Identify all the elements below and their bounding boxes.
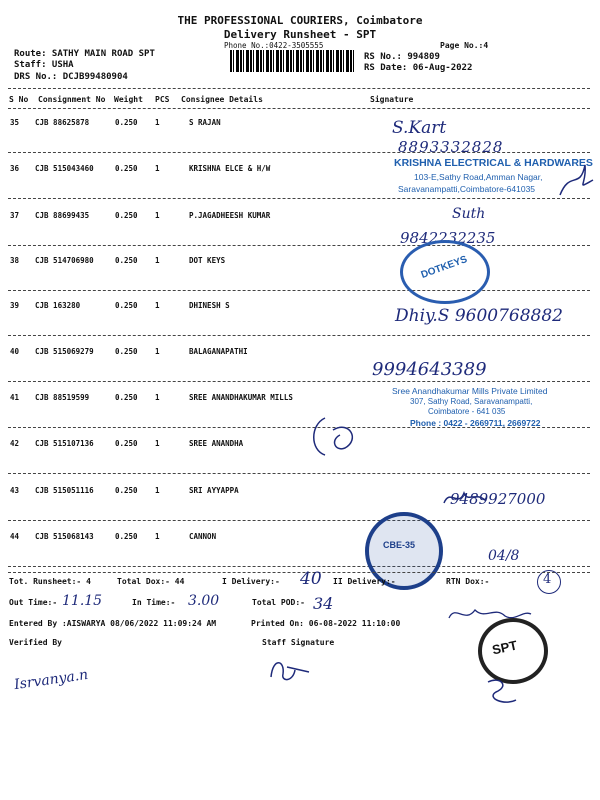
stamp-dotkeys: DOTKEYS bbox=[419, 254, 469, 281]
row-divider bbox=[8, 381, 590, 382]
row-consignee: SREE ANANDHA bbox=[189, 439, 244, 448]
row-sno: 35 bbox=[10, 118, 20, 127]
row-divider bbox=[8, 245, 590, 246]
page-number: Page No.:4 bbox=[440, 41, 489, 50]
signature-scribble bbox=[305, 410, 365, 465]
row-weight: 0.250 bbox=[115, 256, 138, 265]
col-signature: Signature bbox=[370, 95, 414, 104]
divider bbox=[8, 88, 590, 89]
rs-number: RS No.: 994809 bbox=[364, 52, 440, 62]
row-consignee: BALAGANAPATHI bbox=[189, 347, 248, 356]
row-consignee: P.JAGADHEESH KUMAR bbox=[189, 211, 271, 220]
row-sno: 44 bbox=[10, 532, 20, 541]
row-consignment: CJB 163280 bbox=[35, 301, 81, 310]
barcode bbox=[230, 50, 356, 72]
row-pcs: 1 bbox=[155, 439, 160, 448]
row-pcs: 1 bbox=[155, 211, 160, 220]
stamp-sree-addr2: Coimbatore - 641 035 bbox=[428, 407, 506, 416]
row-consignee: SRI AYYAPPA bbox=[189, 486, 239, 495]
circled-number-text: 4 bbox=[543, 572, 552, 587]
row-consignee: DHINESH S bbox=[189, 301, 230, 310]
row-divider bbox=[8, 290, 590, 291]
verified-by: Verified By bbox=[9, 638, 62, 647]
row-weight: 0.250 bbox=[115, 301, 138, 310]
row-sno: 41 bbox=[10, 393, 20, 402]
tot-runsheet: Tot. Runsheet:- 4 bbox=[9, 577, 91, 586]
stamp-sree-addr1: 307, Sathy Road, Saravanampatti, bbox=[410, 397, 533, 406]
row-consignee: SREE ANANDHAKUMAR MILLS bbox=[189, 393, 293, 402]
rtn-dox: RTN Dox:- bbox=[446, 577, 490, 586]
row-sno: 36 bbox=[10, 164, 20, 173]
ii-delivery: II Delivery:- bbox=[333, 577, 396, 586]
rs-date: RS Date: 06-Aug-2022 bbox=[364, 63, 473, 73]
row-pcs: 1 bbox=[155, 164, 160, 173]
col-consignee: Consignee Details bbox=[181, 95, 263, 104]
row-consignee: S RAJAN bbox=[189, 118, 221, 127]
row-consignment: CJB 88699435 bbox=[35, 211, 90, 220]
row-sno: 38 bbox=[10, 256, 20, 265]
row-consignment: CJB 515043460 bbox=[35, 164, 94, 173]
phone-number: Phone No.:0422-3505555 bbox=[224, 41, 324, 50]
row-consignment: CJB 88625878 bbox=[35, 118, 90, 127]
handwritten-phone: 9994643389 bbox=[372, 359, 487, 380]
row-divider bbox=[8, 473, 590, 474]
row-weight: 0.250 bbox=[115, 211, 138, 220]
company-title: THE PROFESSIONAL COURIERS, Coimbatore bbox=[177, 14, 423, 27]
handwritten-name: S.Kart bbox=[392, 118, 447, 138]
row-consignment: CJB 515069279 bbox=[35, 347, 94, 356]
row-pcs: 1 bbox=[155, 301, 160, 310]
row-consignee: DOT KEYS bbox=[189, 256, 226, 265]
row-divider bbox=[8, 198, 590, 199]
row-consignment: CJB 514706980 bbox=[35, 256, 94, 265]
handwritten-in-time: 3.00 bbox=[188, 593, 220, 609]
stamp-krishna-addr2: Saravanampatti,Coimbatore-641035 bbox=[398, 184, 536, 194]
signature-scribble bbox=[480, 672, 525, 712]
row-weight: 0.250 bbox=[115, 347, 138, 356]
signature-scribble bbox=[555, 160, 595, 200]
row-consignment: CJB 515107136 bbox=[35, 439, 94, 448]
stamp-spt: SPT bbox=[490, 637, 519, 658]
stamp-sree-name: Sree Anandhakumar Mills Private Limited bbox=[392, 386, 548, 396]
row-weight: 0.250 bbox=[115, 164, 138, 173]
row-pcs: 1 bbox=[155, 118, 160, 127]
verified-signature: Isrvanya.n bbox=[13, 666, 90, 694]
row-divider bbox=[8, 566, 590, 567]
handwritten-phone: 9489927000 bbox=[450, 490, 546, 508]
row-pcs: 1 bbox=[155, 486, 160, 495]
total-pod: Total POD:- bbox=[252, 598, 305, 607]
handwritten-out-time: 11.15 bbox=[62, 593, 103, 609]
staff: Staff: USHA bbox=[14, 60, 74, 70]
handwritten-phone: 9842232235 bbox=[400, 229, 496, 247]
row-sno: 42 bbox=[10, 439, 20, 448]
signature-scribble bbox=[440, 483, 490, 511]
row-weight: 0.250 bbox=[115, 393, 138, 402]
handwritten-note: 04/8 bbox=[488, 548, 520, 564]
row-weight: 0.250 bbox=[115, 439, 138, 448]
total-dox: Total Dox:- 44 bbox=[117, 577, 185, 586]
row-weight: 0.250 bbox=[115, 486, 138, 495]
row-pcs: 1 bbox=[155, 347, 160, 356]
col-pcs: PCS bbox=[155, 95, 170, 104]
handwritten-phone: Dhiy.S 9600768882 bbox=[395, 306, 563, 326]
in-time: In Time:- bbox=[132, 598, 176, 607]
stamp-sree-phone: Phone : 0422 - 2669711, 2669722 bbox=[410, 418, 541, 428]
row-weight: 0.250 bbox=[115, 532, 138, 541]
divider bbox=[8, 572, 590, 573]
col-sno: S No bbox=[9, 95, 29, 104]
row-consignment: CJB 515051116 bbox=[35, 486, 94, 495]
out-time: Out Time:- bbox=[9, 598, 58, 607]
printed-on: Printed On: 06-08-2022 11:10:00 bbox=[251, 619, 401, 628]
row-pcs: 1 bbox=[155, 532, 160, 541]
drs-number: DRS No.: DCJB99480904 bbox=[14, 72, 128, 82]
row-divider bbox=[8, 520, 590, 521]
handwritten-phone: 8893332828 bbox=[398, 138, 504, 156]
row-consignment: CJB 515068143 bbox=[35, 532, 94, 541]
row-consignee: CANNON bbox=[189, 532, 217, 541]
row-consignee: KRISHNA ELCE & H/W bbox=[189, 164, 271, 173]
row-weight: 0.250 bbox=[115, 118, 138, 127]
row-sno: 37 bbox=[10, 211, 20, 220]
stamp-krishna-addr1: 103-E,Sathy Road,Amman Nagar, bbox=[414, 172, 543, 182]
row-pcs: 1 bbox=[155, 393, 160, 402]
divider bbox=[8, 108, 590, 109]
row-consignment: CJB 88519599 bbox=[35, 393, 90, 402]
staff-signature: Staff Signature bbox=[262, 638, 335, 647]
route: Route: SATHY MAIN ROAD SPT bbox=[14, 49, 155, 59]
handwritten-delivered: 40 bbox=[300, 569, 322, 589]
row-sno: 43 bbox=[10, 486, 20, 495]
col-consignment: Consignment No bbox=[38, 95, 106, 104]
staff-signature-scribble bbox=[265, 652, 315, 687]
i-delivery: I Delivery:- bbox=[222, 577, 280, 586]
row-sno: 39 bbox=[10, 301, 20, 310]
row-pcs: 1 bbox=[155, 256, 160, 265]
col-weight: Weight bbox=[114, 95, 143, 104]
doc-title: Delivery Runsheet - SPT bbox=[223, 28, 377, 41]
row-sno: 40 bbox=[10, 347, 20, 356]
row-divider bbox=[8, 335, 590, 336]
entered-by: Entered By :AISWARYA 08/06/2022 11:09:24 AM bbox=[9, 619, 217, 628]
handwritten-pod: 34 bbox=[313, 594, 334, 613]
handwritten-name: Suth bbox=[452, 206, 486, 222]
stamp-cbe: CBE-35 bbox=[383, 540, 416, 550]
stamp-krishna-name: KRISHNA ELECTRICAL & HARDWARES bbox=[394, 157, 593, 169]
